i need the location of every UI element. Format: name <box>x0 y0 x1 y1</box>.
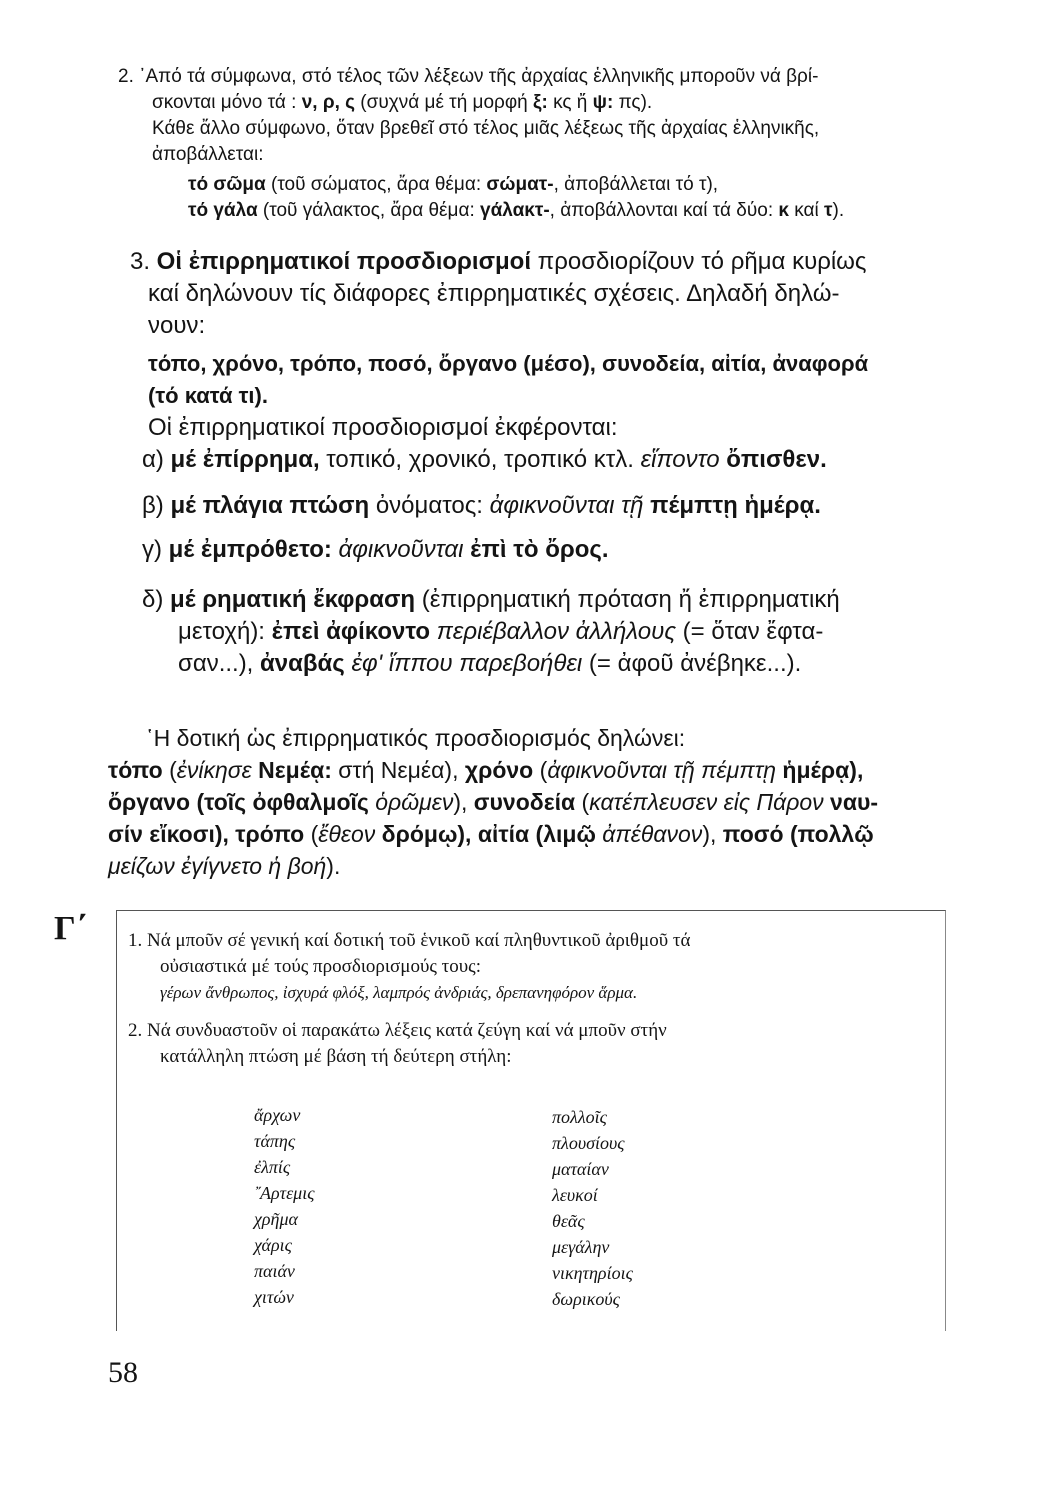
list-item: ἄρχων <box>254 1105 301 1125</box>
section-2-line-4: ἀποβάλλεται: <box>152 144 264 165</box>
section-2-line-1: 2. ᾿Από τά σύμφωνα, στό τέλος τῶν λέξεων τῆς ἀρχαίας ἑλληνικῆς μποροῦν νά βρί- <box>118 66 819 87</box>
section-3-line-2: καί δηλώνουν τίς διάφορες ἐπιρρηματικές σχέσεις. Δηλαδή δηλώ- <box>148 280 840 307</box>
list-item: θεᾶς <box>552 1211 585 1231</box>
item-a: α) μέ ἐπίρρημα, τοπικό, χρονικό, τροπικό κτλ. εἵποντο ὄπισθεν. <box>142 446 827 473</box>
list-item: ἐλπίς <box>254 1157 291 1177</box>
example-gala: τό γάλα (τοῦ γάλακτος, ἄρα θέμα: γάλακτ-, ἀποβάλλονται καί τά δύο: κ καί τ). <box>188 200 845 221</box>
exercise-1: 1. Νά μποῦν σέ γενική καί δοτική τοῦ ἑνικοῦ καί πληθυντικοῦ ἀριθμοῦ τά <box>128 930 691 951</box>
section-2 <box>118 64 958 224</box>
section-2-line-2: σκονται μόνο τά : ν, ρ, ς (συχνά μέ τή μορφή ξ: κς ἤ ψ: πς). <box>152 92 653 113</box>
item-d: δ) μέ ρηματική ἔκφραση (ἐπιρρηματική πρόταση ἤ ἐπιρρηματική <box>142 586 840 613</box>
section-number: 2. <box>118 66 134 87</box>
section-2-line-3: Κάθε ἄλλο σύμφωνο, ὅταν βρεθεῖ στό τέλος μιᾶς λέξεως τῆς ἀρχαίας ἑλληνικῆς, <box>152 118 820 139</box>
section-3-line-3: νουν: <box>148 312 206 339</box>
dative-section <box>108 722 958 882</box>
dative-line-5: μείζων ἐγίγνετο ἡ βοή). <box>108 853 341 879</box>
list-item: ματαίαν <box>552 1159 609 1179</box>
exercise-2-line-2: κατάλληλη πτώση μέ βάση τή δεύτερη στήλη: <box>160 1046 512 1067</box>
list-item: χάρις <box>254 1235 292 1255</box>
list-item: τάπης <box>254 1131 296 1151</box>
list-item: χρῆμα <box>254 1209 298 1229</box>
exercise-1-words: γέρων ἄνθρωπος, ἰσχυρά φλόξ, λαμπρός ἀνδριάς, δρεπανηφόρον ἅρμα. <box>160 983 638 1002</box>
list-item: νικητηρίοις <box>552 1263 633 1283</box>
word-column-left <box>254 1102 315 1310</box>
list-item: λευκοί <box>552 1185 598 1205</box>
section-3-line-4: Οἱ ἐπιρρηματικοί προσδιορισμοί ἐκφέρονται: <box>148 414 618 441</box>
list-item: πλουσίους <box>552 1133 625 1153</box>
section-3-line-1: 3. Οἱ ἐπιρρηματικοί προσδιορισμοί προσδιορίζουν τό ρῆμα κυρίως <box>130 248 867 275</box>
page-number: 58 <box>108 1356 138 1389</box>
item-d-line-2: μετοχή): ἐπεὶ ἀφίκοντο περιέβαλλον ἀλλήλους (= ὅταν ἔφτα- <box>178 618 824 645</box>
list-item: μεγάλην <box>552 1237 610 1257</box>
exercise-2: 2. Νά συνδυαστοῦν οἱ παρακάτω λέξεις κατά ζεύγη καί νά μποῦν στήν <box>128 1020 667 1041</box>
dative-line-3: ὄργανο (τοῖς ὀφθαλμοῖς ὁρῶμεν), συνοδεία (κατέπλευσεν εἰς Πάρον ναυ- <box>108 789 879 815</box>
dative-heading: ῾Η δοτική ὡς ἐπιρρηματικός προσδιορισμός δηλώνει: <box>146 725 686 751</box>
word-column-right <box>552 1104 633 1312</box>
list-item: χιτών <box>254 1287 294 1307</box>
item-d-line-3: σαν...), ἀναβάς ἐφ' ἵππου παρεβοήθει (= ἀφοῦ ἀνέβηκε...). <box>178 650 802 677</box>
list-item: παιάν <box>254 1261 295 1281</box>
relations-list-2: (τό κατά τι). <box>148 383 268 408</box>
dative-line-2: τόπο (ἐνίκησε Νεμέᾳ: στή Νεμέα), χρόνο (ἀφικνοῦνται τῇ πέμπτῃ ἡμέρᾳ), <box>108 757 864 783</box>
exercise-1-line-2: οὐσιαστικά μέ τούς προσδιορισμούς τους: <box>160 956 481 977</box>
section-3-title: Οἱ ἐπιρρηματικοί προσδιορισμοί <box>150 248 532 275</box>
item-c: γ) μέ ἐμπρόθετο: ἀφικνοῦνται ἐπὶ τὸ ὄρος. <box>142 536 609 563</box>
section-3 <box>130 246 960 680</box>
relations-list: τόπο, χρόνο, τρόπο, ποσό, ὄργανο (μέσο), συνοδεία, αἰτία, ἀναφορά <box>148 351 869 376</box>
example-soma: τό σῶμα (τοῦ σώματος, ἄρα θέμα: σώματ-, ἀποβάλλεται τό τ), <box>188 174 719 195</box>
list-item: ῎Αρτεμις <box>254 1183 315 1203</box>
list-item: πολλοῖς <box>552 1107 607 1127</box>
item-b: β) μέ πλάγια πτώση ὀνόματος: ἀφικνοῦνται τῇ πέμπτῃ ἡμέρᾳ. <box>142 492 821 519</box>
exercises <box>128 928 928 1070</box>
list-item: δωρικούς <box>552 1289 620 1309</box>
exercises-label: Γ΄ <box>54 910 87 947</box>
dative-line-4: σίν εἴκοσι), τρόπο (ἔθεον δρόμῳ), αἰτία (λιμῷ ἀπέθανον), ποσό (πολλῷ <box>108 821 874 847</box>
